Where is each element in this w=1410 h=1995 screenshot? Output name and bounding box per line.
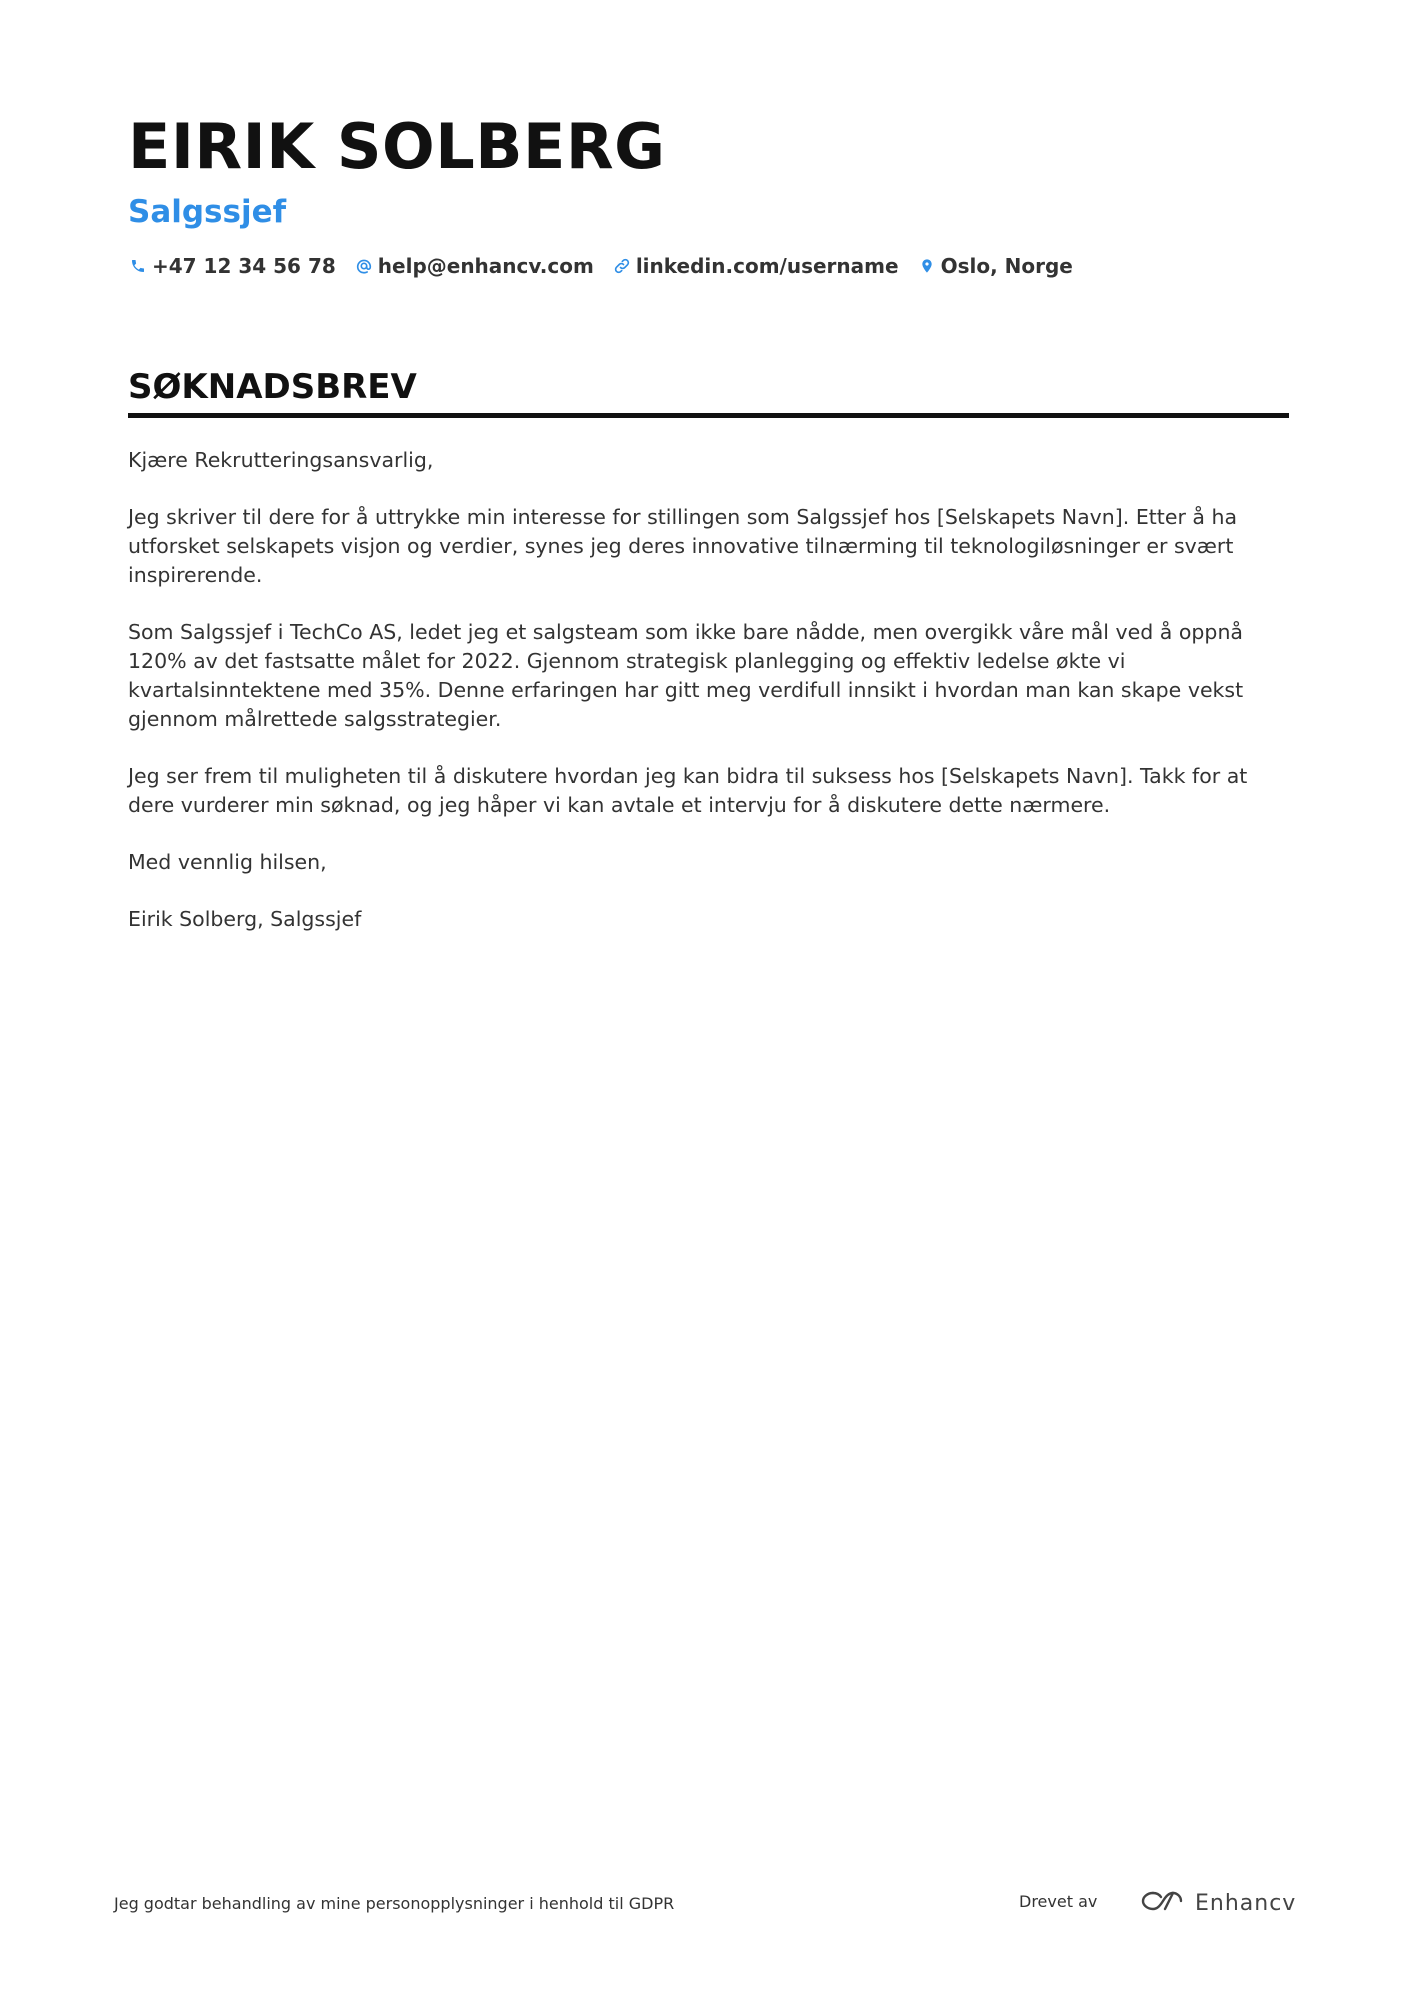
- location-text: Oslo, Norge: [940, 254, 1073, 278]
- letter-paragraph: Jeg skriver til dere for å uttrykke min interesse for stillingen som Salgssjef hos [Selskapets Navn]. Etter å ha utforsket selskapets visjon og verdier, synes jeg deres innovative tilnærming til teknologiløsninger er svært inspirerende.: [128, 505, 1238, 587]
- letter-body: [128, 446, 1289, 934]
- brand-logo[interactable]: [1139, 1888, 1296, 1918]
- footer: [114, 1888, 1297, 1928]
- section-title: SØKNADSBREV: [128, 367, 417, 407]
- applicant-name: EIRIK SOLBERG: [128, 110, 666, 183]
- letter-signature: Eirik Solberg, Salgssjef: [128, 907, 362, 931]
- header: [128, 110, 1288, 278]
- linkedin-text: linkedin.com/username: [635, 254, 899, 278]
- section-divider: [128, 413, 1289, 418]
- letter-paragraph: Jeg ser frem til muligheten til å diskutere hvordan jeg kan bidra til suksess hos [Selskapets Navn]. Takk for at dere vurderer min søknad, og jeg håper vi kan avtale et intervju for å diskutere dette nærmere.: [128, 764, 1248, 817]
- job-title: Salgssjef: [128, 194, 287, 230]
- letter-paragraph: Som Salgssjef i TechCo AS, ledet jeg et salgsteam som ikke bare nådde, men overgikk våre mål ved å oppnå 120% av det fastsatte målet for 2022. Gjennom strategisk planlegging og effektiv ledelse økte vi kvartalsinntektene med 35%. Denne erfaringen har gitt meg verdifull innsikt i hvordan man kan skape vekst gjennom målrettede salgsstrategier.: [128, 620, 1244, 731]
- link-icon: [612, 256, 632, 276]
- letter-closing: Med vennlig hilsen,: [128, 850, 327, 874]
- letter-greeting: Kjære Rekrutteringsansvarlig,: [128, 448, 434, 472]
- contact-row: [128, 254, 1288, 278]
- powered-by-label: Drevet av: [1019, 1892, 1098, 1911]
- email-text: help@enhancv.com: [377, 254, 594, 278]
- gdpr-consent-text: Jeg godtar behandling av mine personopplysninger i henhold til GDPR: [114, 1894, 675, 1913]
- contact-location: [917, 254, 1073, 278]
- contact-linkedin[interactable]: [612, 254, 899, 278]
- cover-letter-section: [128, 365, 1289, 962]
- phone-text: +47 12 34 56 78: [152, 254, 336, 278]
- contact-phone[interactable]: [128, 254, 336, 278]
- brand-name: Enhancv: [1195, 1890, 1297, 1916]
- at-icon: [354, 256, 374, 276]
- phone-icon: [128, 256, 148, 276]
- enhancv-logo-icon: [1139, 1888, 1187, 1918]
- contact-email[interactable]: [354, 254, 594, 278]
- map-pin-icon: [917, 256, 937, 276]
